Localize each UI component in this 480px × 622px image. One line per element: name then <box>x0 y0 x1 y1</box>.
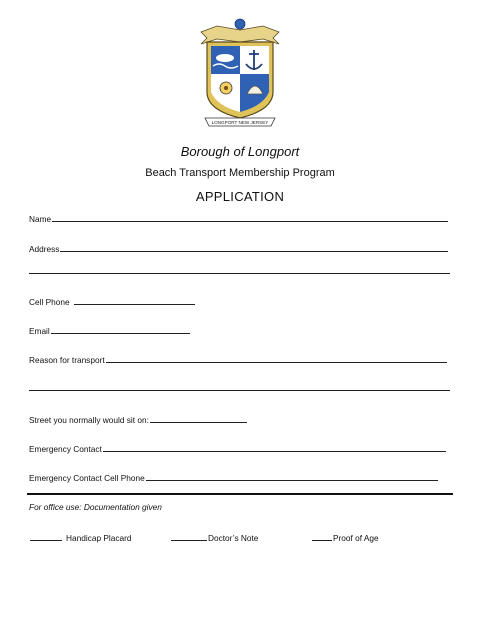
email-field[interactable] <box>29 325 190 337</box>
form-title: APPLICATION <box>195 189 285 204</box>
proof-of-age-option[interactable] <box>311 532 379 543</box>
doctors-note-blank[interactable] <box>171 532 207 541</box>
emergency-cell-label: Emergency Contact Cell Phone <box>29 473 145 483</box>
reason-field[interactable] <box>29 354 447 366</box>
emergency-contact-field[interactable] <box>29 443 446 455</box>
emergency-contact-label: Emergency Contact <box>29 444 102 454</box>
handicap-placard-label: Handicap Placard <box>66 533 132 543</box>
section-divider <box>27 493 453 495</box>
email-label: Email <box>29 326 50 336</box>
program-name: Beach Transport Membership Program <box>145 167 335 179</box>
handicap-placard-option[interactable] <box>29 532 132 543</box>
name-line[interactable] <box>52 213 448 222</box>
handicap-placard-blank[interactable] <box>30 532 62 541</box>
name-field[interactable] <box>29 213 448 225</box>
street-label: Street you normally would sit on: <box>29 415 149 425</box>
doctors-note-label: Doctor’s Note <box>208 533 259 543</box>
address-label: Address <box>29 244 60 254</box>
reason-line-2[interactable] <box>29 390 450 391</box>
borough-crest-logo <box>197 14 283 134</box>
reason-line[interactable] <box>106 354 447 363</box>
cell-phone-label: Cell Phone <box>29 297 70 307</box>
email-line[interactable] <box>51 325 190 334</box>
street-field[interactable] <box>29 414 247 426</box>
doctors-note-option[interactable] <box>170 532 258 543</box>
street-line[interactable] <box>150 414 247 423</box>
crest-motto: LONGPORT NEW JERSEY <box>211 120 269 125</box>
town-name: Borough of Longport <box>180 144 300 159</box>
address-line[interactable] <box>60 243 448 252</box>
proof-of-age-blank[interactable] <box>312 532 332 541</box>
emergency-cell-line[interactable] <box>146 472 438 481</box>
emergency-contact-line[interactable] <box>103 443 446 452</box>
name-label: Name <box>29 214 52 224</box>
address-line-2[interactable] <box>29 273 450 274</box>
emergency-cell-field[interactable] <box>29 472 438 484</box>
cell-phone-line[interactable] <box>74 296 195 305</box>
cell-phone-field[interactable] <box>29 296 195 308</box>
address-field[interactable] <box>29 243 448 255</box>
proof-of-age-label: Proof of Age <box>333 533 379 543</box>
reason-label: Reason for transport <box>29 355 105 365</box>
office-use-heading: For office use: Documentation given <box>29 502 162 512</box>
